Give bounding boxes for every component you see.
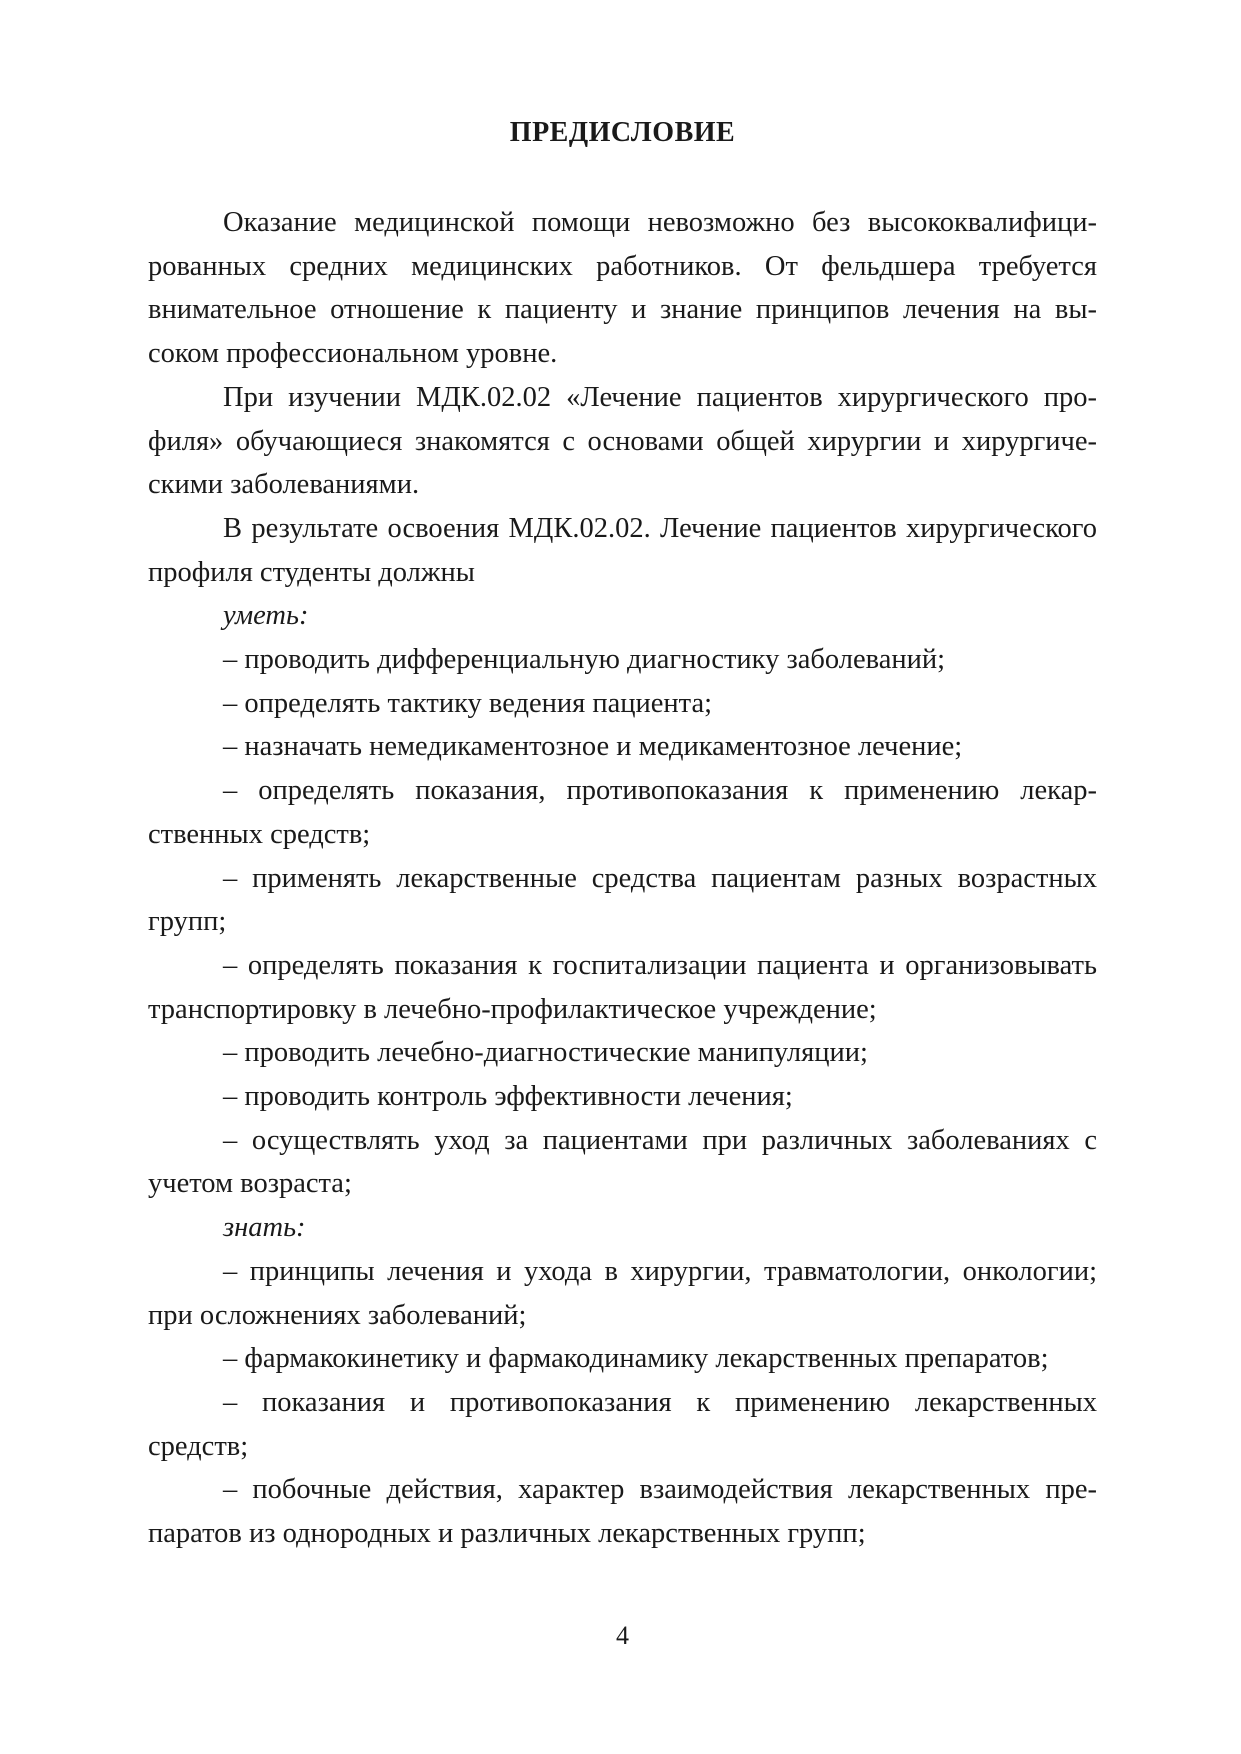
body-text [148, 201, 1097, 1556]
list-item: – осуществлять уход за пациентами при различных заболеваниях с учетом возраста; [148, 1124, 1097, 1200]
know-heading: знать: [223, 1212, 306, 1244]
document-page [148, 0, 1097, 1754]
can-heading: уметь: [223, 600, 309, 632]
list-item: – проводить контроль эффективности лечения; [223, 1081, 793, 1113]
list-item: – проводить дифференциальную диагностику заболеваний; [223, 644, 946, 676]
list-item: – фармакокинетику и фармакодинамику лекарственных препаратов; [223, 1343, 1049, 1375]
list-item: – проводить лечебно-диагностические манипуляции; [223, 1037, 868, 1069]
page-title: ПРЕДИСЛОВИЕ [509, 117, 736, 148]
list-item: – определять тактику ведения пациента; [223, 687, 713, 719]
list-item: – определять показания, противопоказания к применению лекарственных средств; [148, 775, 1097, 850]
list-item: – побочные действия, характер взаимодействия лекарственных препаратов из однородных и различных лекарственных групп; [148, 1474, 1097, 1550]
list-item: – назначать немедикаментозное и медикаментозное лечение; [223, 731, 963, 763]
list-item: – определять показания к госпитализации пациента и организовывать транспортировку в лечебно-профилактическое учреждение; [148, 949, 1097, 1025]
list-item: – принципы лечения и ухода в хирургии, травматологии, онкологии; при осложнениях заболеваний; [148, 1255, 1097, 1331]
list-item: – показания и противопоказания к применению лекарственных средств; [148, 1386, 1097, 1462]
paragraph-intro: Оказание медицинской помощи невозможно без высококвалифицированных средних медицинских работников. От фельдшера требуется внимательное отношение к пациенту и знание принципов лечения на высоком профессиональном уровне. [148, 207, 1097, 370]
list-item: – применять лекарственные средства пациентам разных возрастных групп; [148, 862, 1097, 938]
page-number: 4 [616, 1621, 629, 1650]
paragraph-study: При изучении МДК.02.02 «Лечение пациентов хирургического профиля» обучающиеся знакомятся с основами общей хирургии и хирургическими заболеваниями. [148, 381, 1097, 501]
paragraph-result: В результате освоения МДК.02.02. Лечение пациентов хирургического профиля студенты должны [148, 512, 1097, 588]
